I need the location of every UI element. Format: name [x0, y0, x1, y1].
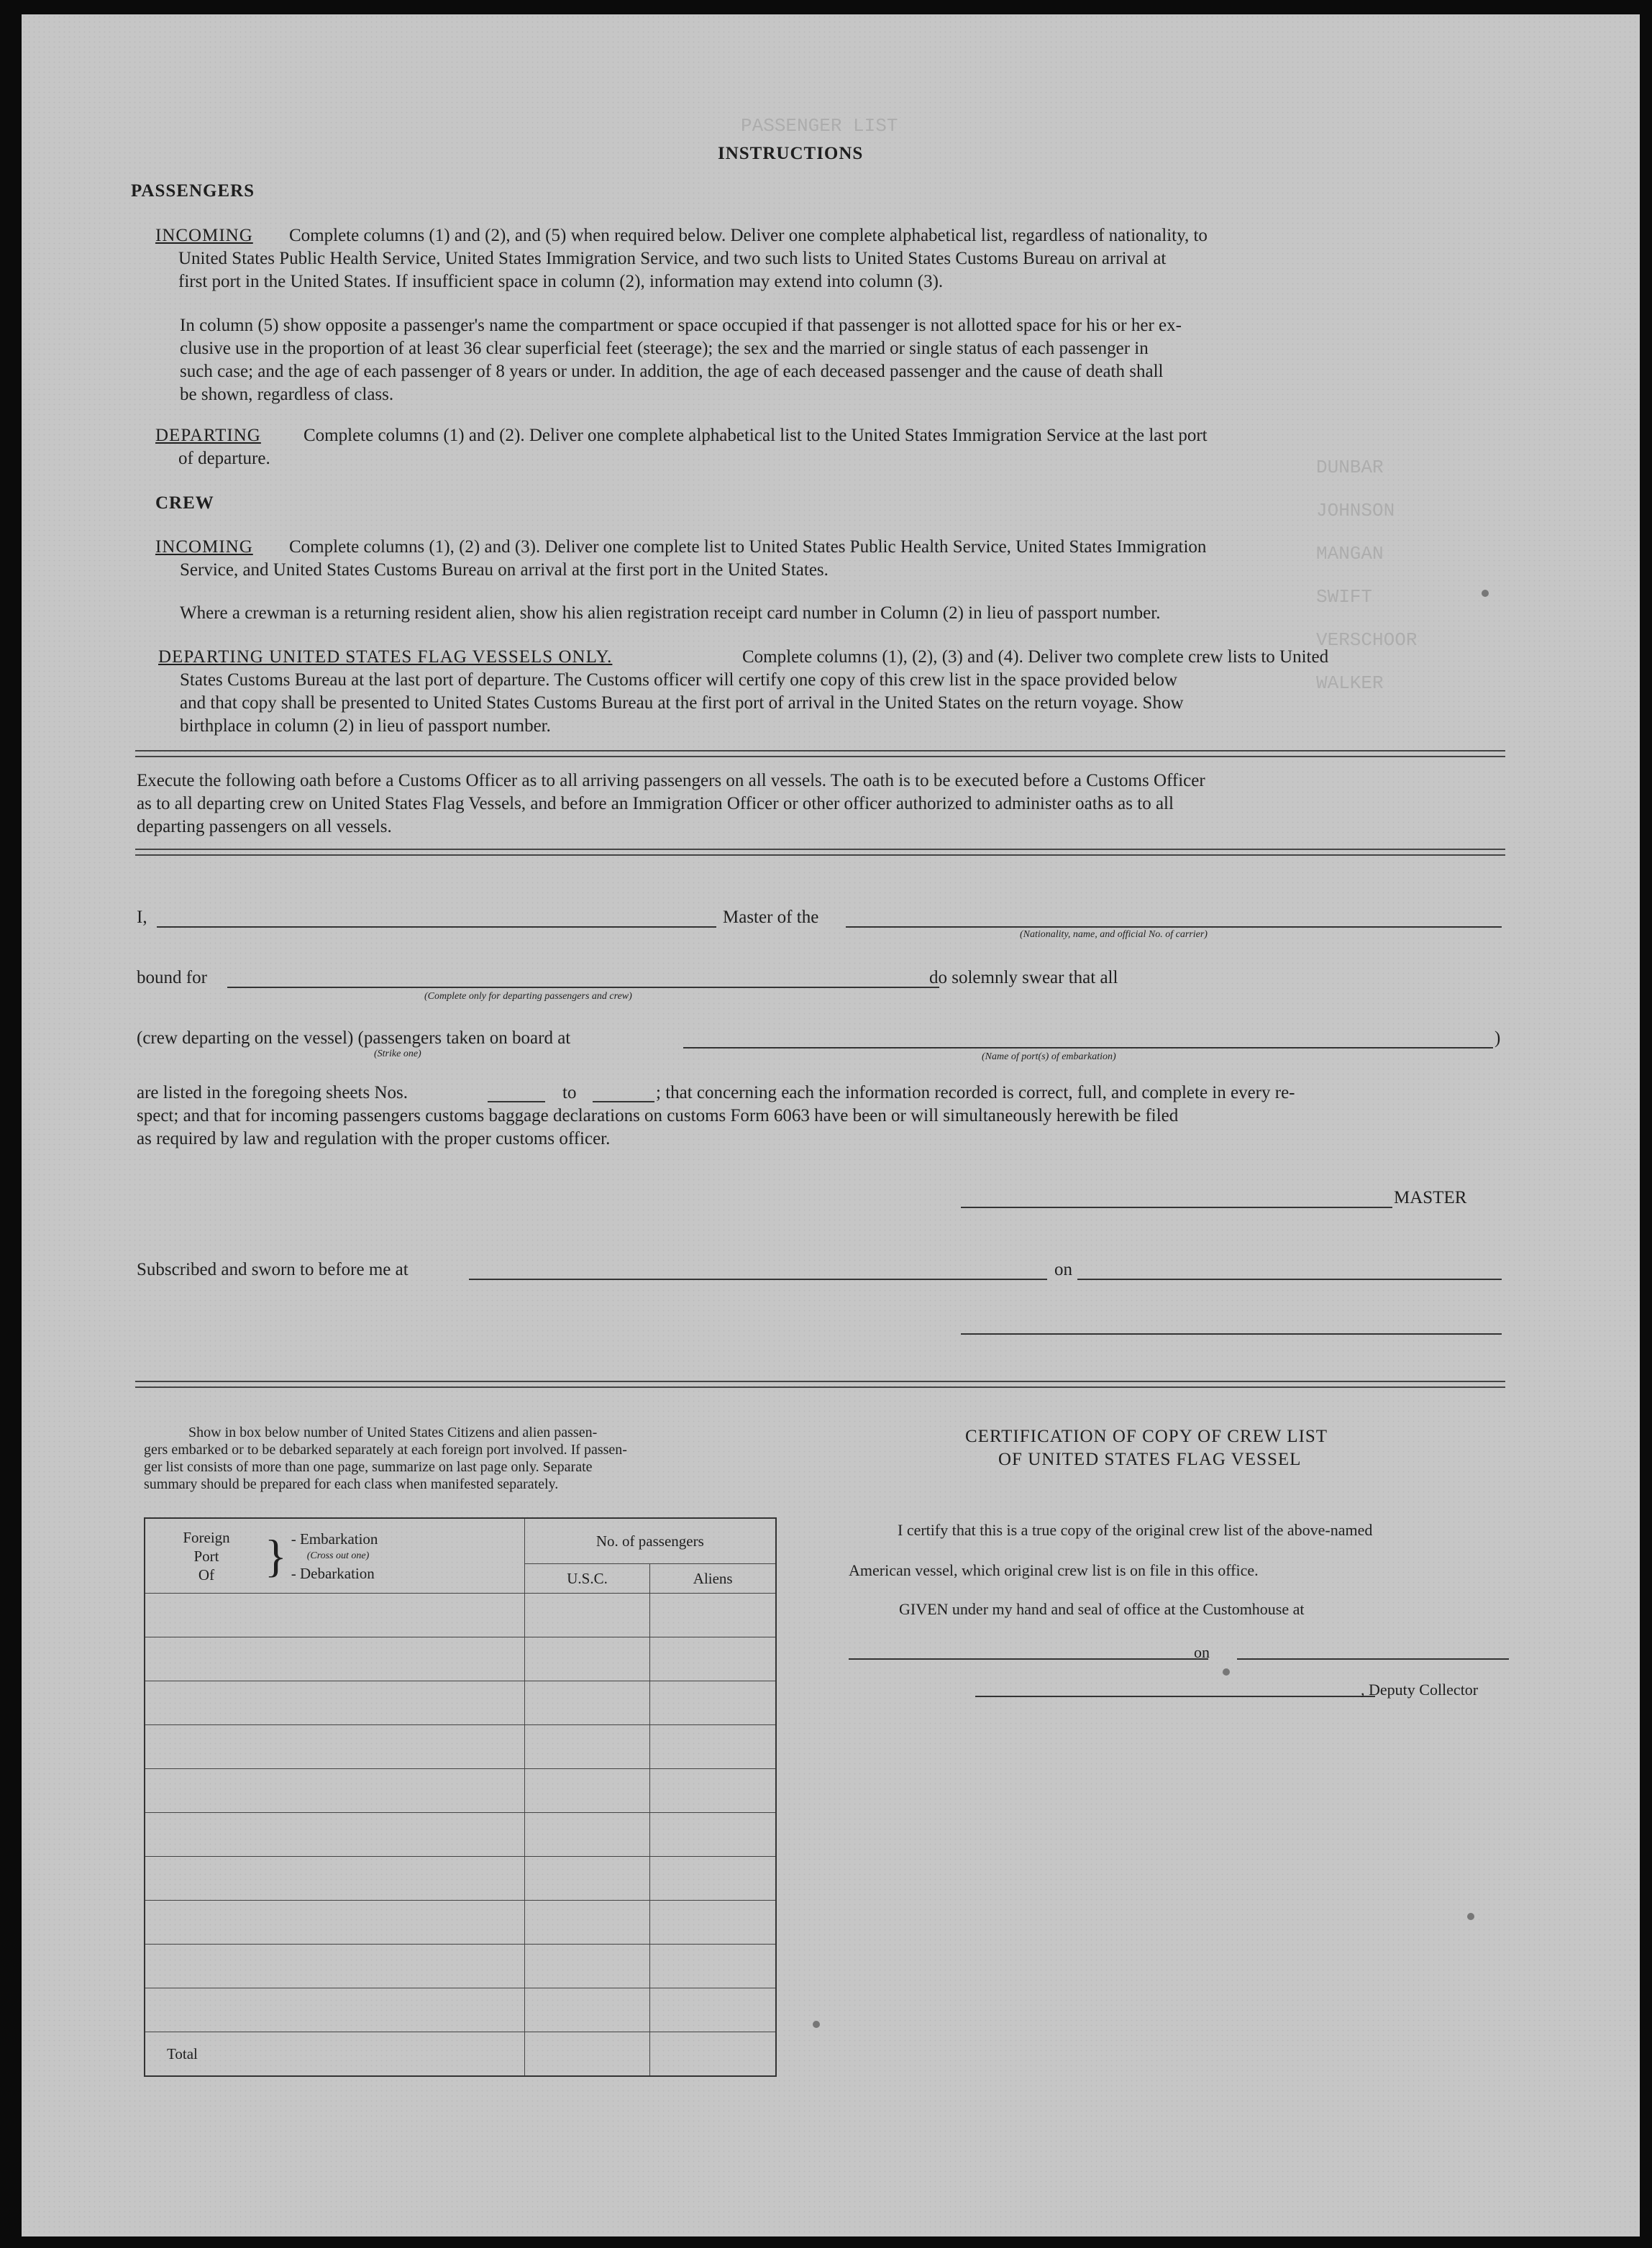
passengers-incoming-label: INCOMING: [155, 226, 253, 245]
table-row: [145, 1681, 776, 1725]
embarkation-option[interactable]: - Embarkation: [291, 1530, 378, 1548]
flag-vessels-text: and that copy shall be presented to United States Customs Bureau at the first port of arrival in the United States on the return voyage. Show: [180, 693, 1184, 713]
master-label: MASTER: [1394, 1188, 1467, 1207]
table-row: [145, 1813, 776, 1857]
certify-text: American vessel, which original crew list is on file in this office.: [849, 1561, 1259, 1579]
usc-cell[interactable]: [524, 1813, 650, 1857]
flag-vessels-text: States Customs Bureau at the last port of departure. The Customs officer will certify one copy of this crew list in the space provided below: [180, 670, 1177, 690]
oath-instructions: departing passengers on all vessels.: [137, 817, 392, 836]
deputy-signature-field[interactable]: [975, 1696, 1375, 1697]
deputy-collector-label: , Deputy Collector: [1361, 1681, 1479, 1699]
usc-header: U.S.C.: [524, 1564, 650, 1594]
oath-instructions: as to all departing crew on United States Flag Vessels, and before an Immigration Officer or other officer authorized to administer oaths as to all: [137, 794, 1174, 813]
port-label: Port: [193, 1547, 219, 1565]
crew-incoming-text: Complete columns (1), (2) and (3). Deliver one complete list to United States Public Health Service, United States Immigration: [289, 537, 1207, 557]
master-name-field[interactable]: [157, 926, 716, 928]
aliens-cell[interactable]: [650, 1681, 776, 1725]
master-of-the-label: Master of the: [723, 908, 819, 927]
usc-cell[interactable]: [524, 1769, 650, 1813]
listed-text: spect; and that for incoming passengers customs baggage declarations on customs Form 6063 have been or will simultaneously herewith be filed: [137, 1106, 1179, 1125]
subscribed-text: Subscribed and sworn to before me at: [137, 1260, 409, 1279]
total-row: [145, 2032, 776, 2077]
oath-i-label: I,: [137, 908, 147, 927]
column5-instructions: be shown, regardless of class.: [180, 385, 394, 404]
passengers-heading: PASSENGERS: [131, 181, 255, 201]
carrier-note: (Nationality, name, and official No. of carrier): [1020, 929, 1208, 940]
aliens-cell[interactable]: [650, 1813, 776, 1857]
crew-heading: CREW: [155, 493, 214, 513]
port-header: [145, 1518, 524, 1594]
port-cell[interactable]: [145, 1681, 524, 1725]
on-label: on: [1054, 1260, 1072, 1279]
certify-text: I certify that this is a true copy of the original crew list of the above-named: [898, 1521, 1373, 1539]
certification-title: CERTIFICATION OF COPY OF CREW LIST: [965, 1427, 1328, 1446]
flag-vessels-label: DEPARTING UNITED STATES FLAG VESSELS ONLY.: [158, 647, 613, 667]
table-row: [145, 1637, 776, 1681]
customhouse-field[interactable]: [849, 1658, 1208, 1660]
port-cell[interactable]: [145, 1725, 524, 1769]
summary-note: Show in box below number of United States Citizens and alien passen-: [188, 1425, 598, 1440]
solemnly-swear-text: do solemnly swear that all: [929, 968, 1118, 987]
port-cell[interactable]: [145, 1637, 524, 1681]
listed-text: as required by law and regulation with the proper customs officer.: [137, 1129, 611, 1148]
given-text: GIVEN under my hand and seal of office at the Customhouse at: [899, 1600, 1305, 1618]
ports-note: (Name of port(s) of embarkation): [982, 1051, 1116, 1062]
total-aliens-cell[interactable]: [650, 2032, 776, 2077]
table-row: [145, 1725, 776, 1769]
section-divider: [135, 849, 1505, 856]
passengers-departing-label: DEPARTING: [155, 426, 261, 445]
crew-incoming-label: INCOMING: [155, 537, 253, 557]
oath-instructions: Execute the following oath before a Customs Officer as to all arriving passengers on all vessels. The oath is to be executed before a Customs Officer: [137, 771, 1205, 790]
table-row: [145, 1901, 776, 1945]
port-cell[interactable]: [145, 1945, 524, 1988]
brace-icon: }: [265, 1530, 287, 1581]
debarkation-option[interactable]: - Debarkation: [291, 1564, 375, 1582]
cross-out-note: (Cross out one): [306, 1550, 370, 1561]
form-page: [22, 14, 1640, 2236]
aliens-cell[interactable]: [650, 1594, 776, 1637]
column5-instructions: In column (5) show opposite a passenger's name the compartment or space occupied if that passenger is not allotted space for his or her ex-: [180, 316, 1182, 335]
cert-date-field[interactable]: [1237, 1658, 1509, 1660]
foreign-label: Foreign: [183, 1528, 230, 1546]
passenger-summary-table: [144, 1517, 777, 2077]
port-cell[interactable]: [145, 1769, 524, 1813]
aliens-cell[interactable]: [650, 1945, 776, 1988]
port-cell[interactable]: [145, 1857, 524, 1901]
usc-cell[interactable]: [524, 1857, 650, 1901]
crew-incoming-text: Service, and United States Customs Bureau on arrival at the first port in the United States.: [180, 560, 829, 580]
port-cell[interactable]: [145, 1813, 524, 1857]
officer-signature-field[interactable]: [961, 1333, 1502, 1335]
to-label: to: [562, 1083, 577, 1102]
total-label: Total: [145, 2032, 524, 2077]
flag-vessels-text: Complete columns (1), (2), (3) and (4). Deliver two complete crew lists to United: [742, 647, 1329, 667]
flag-vessels-text: birthplace in column (2) in lieu of passport number.: [180, 716, 551, 736]
crew-passengers-text: (crew departing on the vessel) (passengers taken on board at: [137, 1028, 571, 1048]
aliens-cell[interactable]: [650, 1988, 776, 2032]
passengers-departing-text: Complete columns (1) and (2). Deliver one complete alphabetical list to the United States Immigration Service at the last port: [304, 426, 1208, 445]
punch-mark: [1467, 1913, 1474, 1920]
master-signature-field[interactable]: [961, 1207, 1392, 1208]
section-divider: [135, 1381, 1505, 1388]
port-cell[interactable]: [145, 1988, 524, 2032]
passengers-incoming-text: Complete columns (1) and (2), and (5) when required below. Deliver one complete alphabetical list, regardless of nationality, to: [289, 226, 1208, 245]
bleed-through-text: DUNBAR JOHNSON MANGAN SWIFT VERSCHOOR WALKER: [1316, 457, 1418, 694]
aliens-cell[interactable]: [650, 1901, 776, 1945]
total-usc-cell[interactable]: [524, 2032, 650, 2077]
port-cell[interactable]: [145, 1901, 524, 1945]
usc-cell[interactable]: [524, 1988, 650, 2032]
no-passengers-header: No. of passengers: [524, 1518, 776, 1564]
subscribed-date-field[interactable]: [1077, 1279, 1502, 1280]
cert-on-label: on: [1194, 1643, 1210, 1661]
resident-alien-text: Where a crewman is a returning resident alien, show his alien registration receipt card number in Column (2) in lieu of passport number.: [180, 603, 1161, 623]
aliens-cell[interactable]: [650, 1857, 776, 1901]
punch-mark: [1482, 590, 1489, 597]
listed-text: ; that concerning each the information recorded is correct, full, and complete in every re-: [656, 1083, 1295, 1102]
passengers-departing-text: of departure.: [178, 449, 270, 468]
usc-cell[interactable]: [524, 1637, 650, 1681]
passengers-incoming-text: first port in the United States. If insufficient space in column (2), information may extend into column (3).: [178, 272, 944, 291]
punch-mark: [1223, 1668, 1230, 1676]
aliens-header: Aliens: [650, 1564, 776, 1594]
aliens-cell[interactable]: [650, 1725, 776, 1769]
close-paren: ): [1494, 1028, 1501, 1048]
bound-for-label: bound for: [137, 968, 207, 987]
sheet-to-field[interactable]: [593, 1101, 654, 1102]
passengers-incoming-text: United States Public Health Service, United States Immigration Service, and two such lists to United States Customs Bureau on arrival at: [178, 249, 1167, 268]
usc-cell[interactable]: [524, 1945, 650, 1988]
sheet-from-field[interactable]: [488, 1101, 545, 1102]
listed-text: are listed in the foregoing sheets Nos.: [137, 1083, 408, 1102]
summary-note: gers embarked or to be debarked separately at each foreign port involved. If passen-: [144, 1442, 627, 1458]
usc-cell[interactable]: [524, 1725, 650, 1769]
port-cell[interactable]: [145, 1594, 524, 1637]
page-title: INSTRUCTIONS: [718, 144, 864, 163]
bound-for-note: (Complete only for departing passengers and crew): [424, 991, 632, 1002]
table-row: [145, 1988, 776, 2032]
usc-cell[interactable]: [524, 1594, 650, 1637]
column5-instructions: clusive use in the proportion of at least 36 clear superficial feet (steerage); the sex and the married or single status of each passenger in: [180, 339, 1149, 358]
certification-title: OF UNITED STATES FLAG VESSEL: [998, 1450, 1302, 1469]
aliens-cell[interactable]: [650, 1769, 776, 1813]
table-row: [145, 1945, 776, 1988]
column5-instructions: such case; and the age of each passenger of 8 years or under. In addition, the age of each deceased passenger and the cause of death shall: [180, 362, 1164, 381]
of-label: Of: [198, 1566, 215, 1584]
table-row: [145, 1594, 776, 1637]
table-row: [145, 1769, 776, 1813]
table-row: [145, 1857, 776, 1901]
usc-cell[interactable]: [524, 1681, 650, 1725]
subscribed-place-field[interactable]: [469, 1279, 1047, 1280]
usc-cell[interactable]: [524, 1901, 650, 1945]
summary-note: summary should be prepared for each class when manifested separately.: [144, 1476, 559, 1492]
aliens-cell[interactable]: [650, 1637, 776, 1681]
strike-one-note: (Strike one): [374, 1048, 421, 1059]
punch-mark: [813, 2021, 820, 2028]
section-divider: [135, 750, 1505, 757]
summary-note: ger list consists of more than one page, summarize on last page only. Separate: [144, 1459, 593, 1475]
bleed-through-text: PASSENGER LIST: [741, 115, 898, 137]
